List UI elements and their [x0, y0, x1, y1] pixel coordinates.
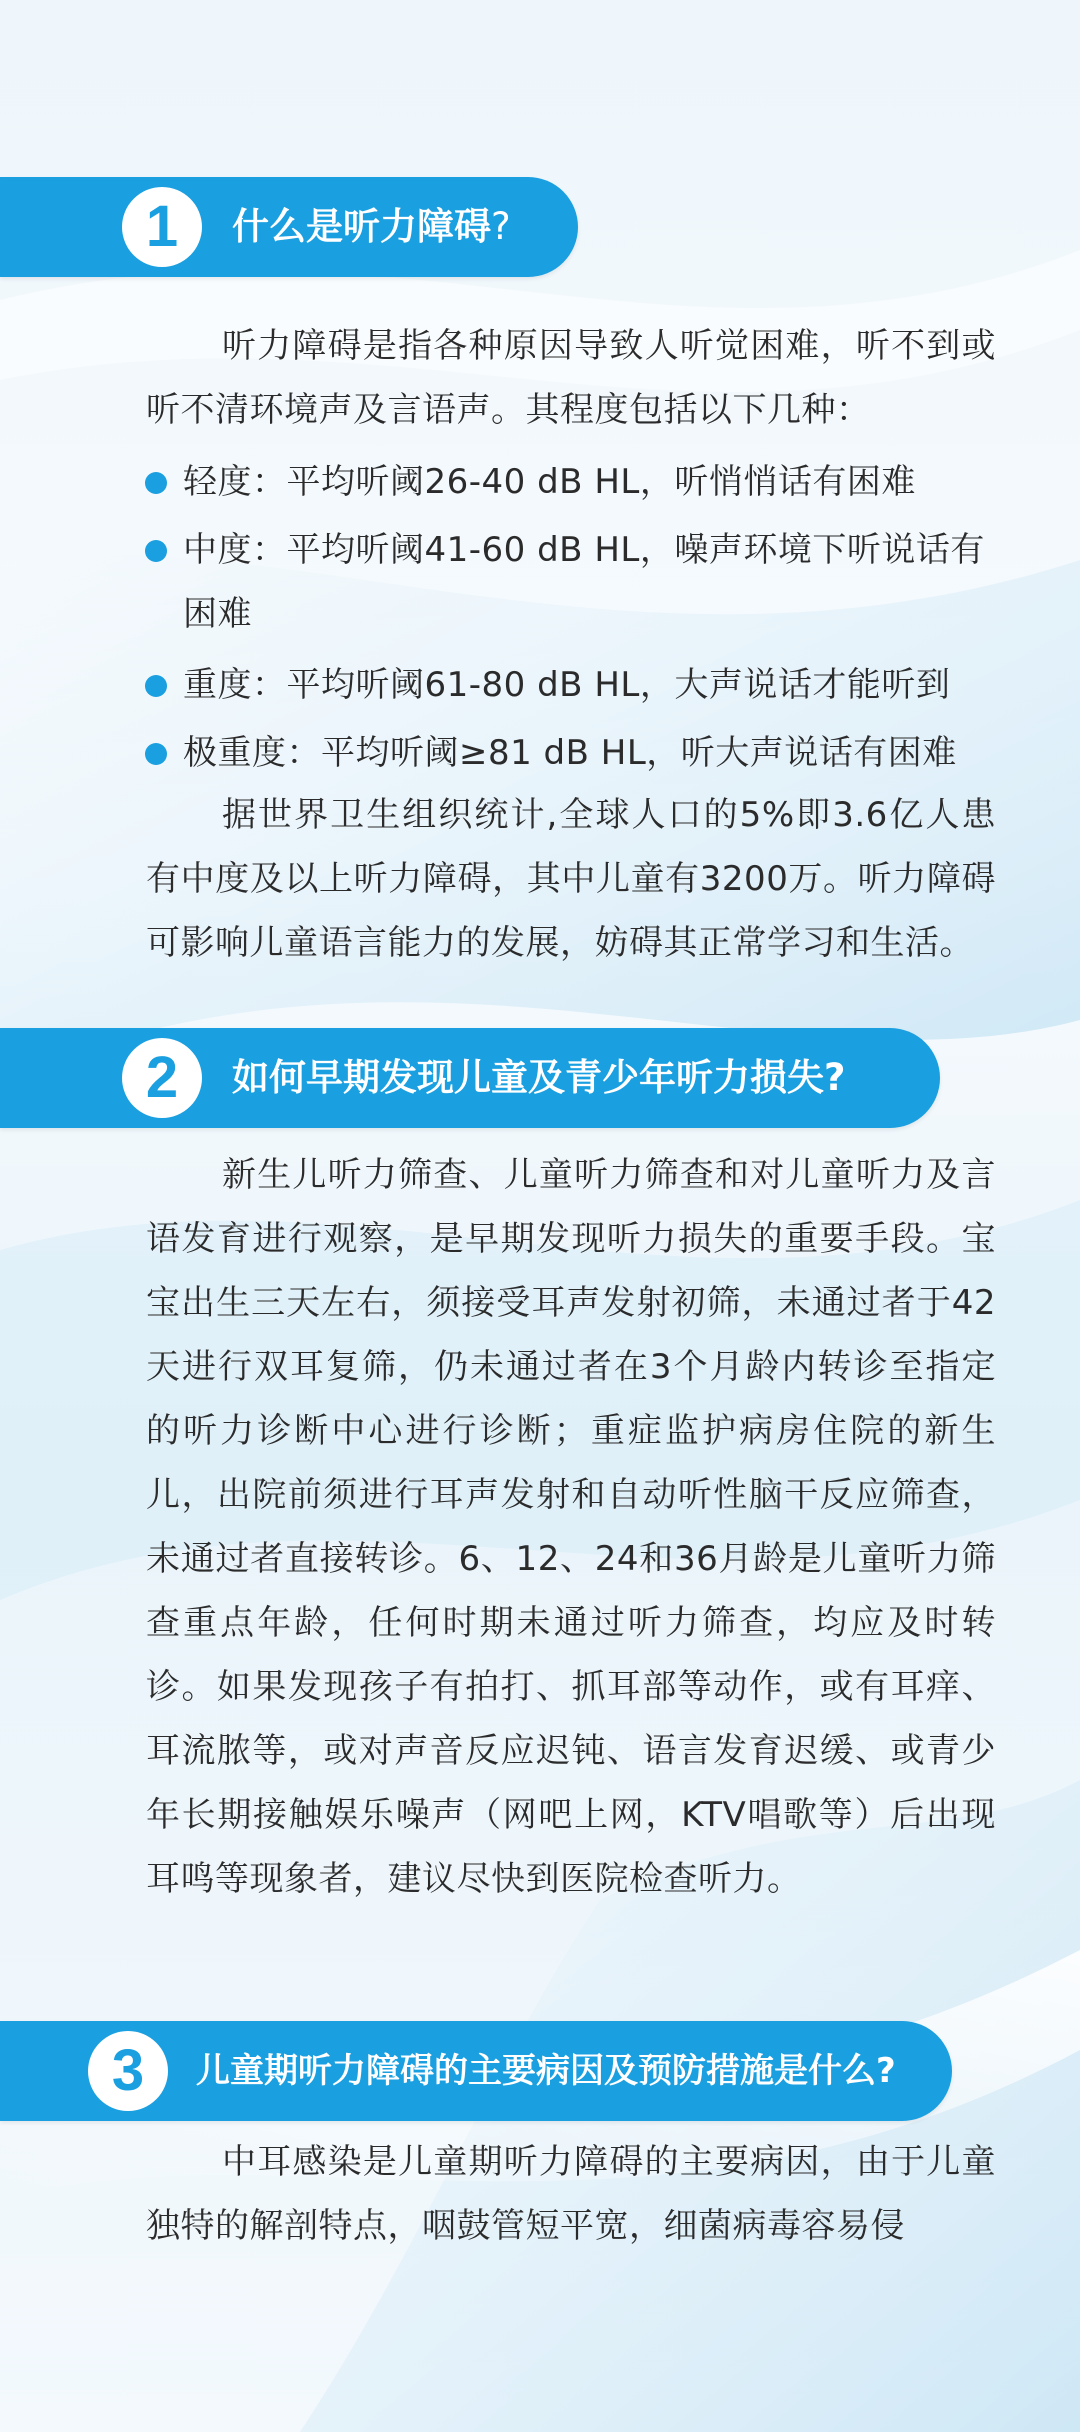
- bullet-profound: [183, 721, 993, 785]
- bullet-dot-icon: [145, 472, 167, 494]
- bullet-moderate: [183, 518, 993, 646]
- section-2-number: 2: [122, 1038, 202, 1118]
- bullet-dot-icon: [145, 540, 167, 562]
- section-3-number: 3: [88, 2031, 168, 2111]
- section-1-title-text: 什么是听力障碍: [232, 205, 491, 248]
- section-3-title: 儿童期听力障碍的主要病因及预防措施是什么?: [196, 2051, 896, 2091]
- bullet-profound-text: 极重度：平均听阈≥81 dB HL，听大声说话有困难: [183, 733, 957, 773]
- section-2-body: 新生儿听力筛查、儿童听力筛查和对儿童听力及言语发育进行观察，是早期发现听力损失的重要手段。宝宝出生三天左右，须接受耳声发射初筛，未通过者于42天进行双耳复筛，仍未通过者在3个月龄内转诊至指定的听力诊断中心进行诊断；重症监护病房住院的新生儿，出院前须进行耳声发射和自动听性脑干反应筛查，未通过者直接转诊。6、12、24和36月龄是儿童听力筛查重点年龄，任何时期未通过听力筛查，均应及时转诊。如果发现孩子有拍打、抓耳部等动作，或有耳痒、耳流脓等，或对声音反应迟钝、语言发育迟缓、或青少年长期接触娱乐噪声（网吧上网，KTV唱歌等）后出现耳鸣等现象者，建议尽快到医院检查听力。: [146, 1155, 996, 1899]
- section-1-stats: 据世界卫生组织统计,全球人口的5%即3.6亿人患有中度及以上听力障碍，其中儿童有3200万。听力障碍可影响儿童语言能力的发展，妨碍其正常学习和生活。: [146, 795, 996, 963]
- section-3-body: 中耳感染是儿童期听力障碍的主要病因，由于儿童独特的解剖特点，咽鼓管短平宽，细菌病毒容易侵: [146, 2142, 996, 2246]
- bullet-moderate-text: 中度：平均听阈41-60 dB HL，噪声环境下听说话有困难: [183, 530, 985, 634]
- section-1-header: [0, 177, 578, 277]
- bullet-severe-text: 重度：平均听阈61-80 dB HL，大声说话才能听到: [183, 665, 951, 705]
- section-3-header: [0, 2021, 952, 2121]
- section-1-number: 1: [122, 187, 202, 267]
- bullet-dot-icon: [145, 675, 167, 697]
- section-2-title: 如何早期发现儿童及青少年听力损失?: [232, 1056, 846, 1099]
- bullet-dot-icon: [145, 743, 167, 765]
- section-2-header: [0, 1028, 940, 1128]
- bullet-severe: [183, 653, 993, 717]
- bullet-mild: [183, 450, 993, 514]
- section-1-title-mark: ?: [491, 205, 511, 248]
- section-1-title: [232, 177, 511, 277]
- section-1-intro: 听力障碍是指各种原因导致人听觉困难，听不到或听不清环境声及言语声。其程度包括以下几种：: [146, 326, 996, 430]
- bullet-mild-text: 轻度：平均听阈26-40 dB HL，听悄悄话有困难: [183, 462, 916, 502]
